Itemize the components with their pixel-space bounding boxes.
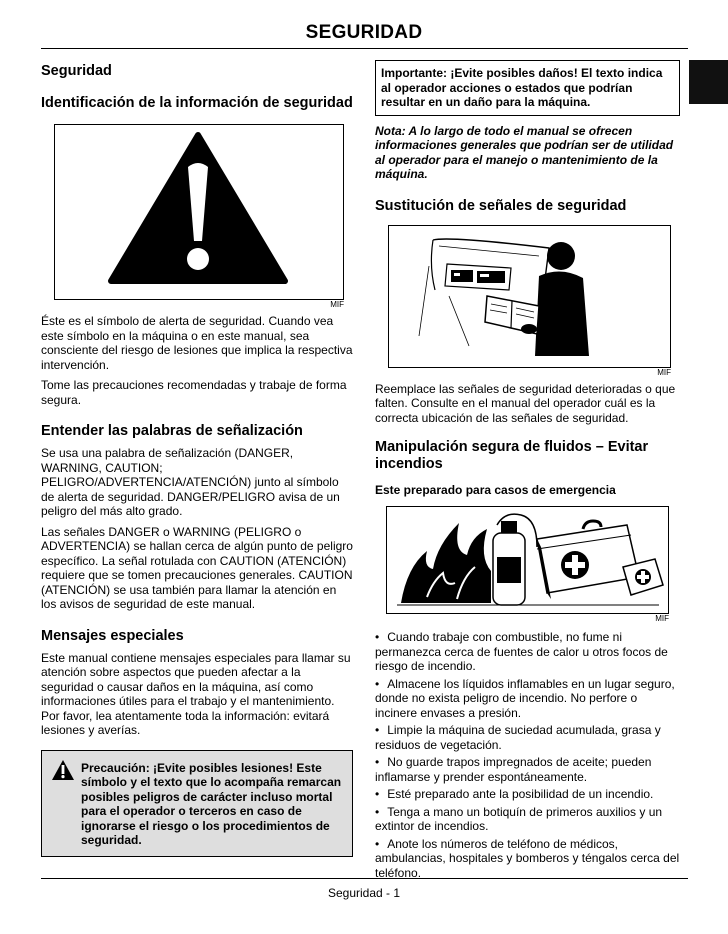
figure-tag-2: MIF bbox=[655, 614, 669, 623]
replacement-heading: Sustitución de señales de seguridad bbox=[375, 197, 627, 214]
bullet-glyph: • bbox=[375, 723, 380, 737]
list-item bbox=[375, 837, 680, 881]
bullet-text: Anote los números de teléfono de médicos, ambulancias, hospitales y bomberos y téngalos cerca del teléfono. bbox=[375, 836, 680, 880]
bullet-glyph: • bbox=[375, 804, 380, 819]
signal-paragraph-2: Las señales DANGER o WARNING (PELIGRO o ADVERTENCIA) se hallan cerca de algún punto de peligro específico. La señal rotulada con CAUTION (ATENCIÓN) requiere que se tomen precauciones generales. CAUTION (ATENCIÓN) se usa también para llamar la atención en los avisos de seguridad de este manual. bbox=[41, 524, 353, 611]
page-title: SEGURIDAD bbox=[305, 22, 423, 43]
bullet-glyph: • bbox=[375, 836, 380, 851]
bullet-text: No guarde trapos impregnados de aceite; pueden inflamarse y prender espontáneamente. bbox=[375, 755, 652, 784]
replacement-paragraph: Reemplace las señales de seguridad deterioradas o que falten. Consulte en el manual del operador cuál es la correcta ubicación de las señales de seguridad. bbox=[375, 381, 676, 425]
identification-heading: Identificación de la información de seguridad bbox=[41, 95, 353, 111]
bullet-glyph: • bbox=[375, 630, 380, 644]
emergency-heading: Este preparado para casos de emergencia bbox=[375, 483, 616, 497]
section-label: Seguridad bbox=[41, 63, 112, 79]
operator-reading-manual-icon bbox=[389, 226, 670, 367]
fluids-heading: Manipulación segura de fluidos – Evitar incendios bbox=[375, 439, 649, 472]
page-footer: Seguridad - 1 bbox=[327, 886, 401, 900]
safety-alert-figure bbox=[54, 124, 344, 300]
emergency-figure bbox=[386, 506, 669, 614]
note-text: Nota: A lo largo de todo el manual se ofrecen informaciones generales que podrían ser de utilidad al operador para el manejo o mantenimiento de la máquina. bbox=[375, 123, 674, 181]
caution-text: Precaución: ¡Evite posibles lesiones! Este símbolo y el texto que lo acompaña remarcan posibles peligros de carácter incluso mortal para el operador o terceros en caso de ignorarse el riesgo o los procedimientos de seguridad. bbox=[81, 760, 342, 847]
header-rule bbox=[41, 48, 688, 49]
safety-alert-triangle-icon bbox=[55, 125, 343, 299]
emergency-bullet-list bbox=[375, 630, 680, 880]
bullet-text: Cuando trabaje con combustible, no fume ni permanezca cerca de fuentes de calor u otros focos de riesgo de incendio. bbox=[375, 630, 668, 673]
bullet-text: Limpie la máquina de suciedad acumulada, grasa y residuos de vegetación. bbox=[375, 723, 661, 752]
list-item bbox=[375, 755, 680, 784]
alert-paragraph-2: Tome las precauciones recomendadas y trabaje de forma segura. bbox=[41, 378, 347, 407]
bullet-glyph: • bbox=[375, 755, 380, 769]
signal-paragraph-1: Se usa una palabra de señalización (DANGER, WARNING, CAUTION; PELIGRO/ADVERTENCIA/ATENCIÓN) junto al símbolo de alerta de seguridad. DANGER/PELIGRO avisa de un peligro del más alto grado. bbox=[41, 446, 340, 518]
bullet-text: Almacene los líquidos inflamables en un lugar seguro, donde no exista peligro de incendio. No perfore o incinere envases a presión. bbox=[375, 676, 675, 720]
list-item bbox=[375, 805, 680, 834]
sign-replacement-figure bbox=[388, 225, 671, 368]
figure-tag-1: MIF bbox=[657, 367, 671, 377]
figure-tag: MIF bbox=[330, 300, 344, 309]
special-messages-paragraph: Este manual contiene mensajes especiales para llamar su atención sobre aspectos que pueden afectar a la seguridad o causar daños en la máquina, así como informaciones útiles para el trabajo y el mantenimiento. Por favor, lea atentamente toda la información: evitará lesiones y averías. bbox=[41, 650, 351, 737]
alert-paragraph-1: Éste es el símbolo de alerta de seguridad. Cuando vea este símbolo en la máquina o en este manual, sea consciente del riesgo de lesiones que implica la respectiva intervención. bbox=[41, 314, 353, 372]
bullet-text: Esté preparado ante la posibilidad de un incendio. bbox=[387, 787, 654, 801]
warning-triangle-icon bbox=[51, 759, 75, 781]
right-column bbox=[375, 60, 680, 883]
signal-words-heading: Entender las palabras de señalización bbox=[41, 423, 303, 439]
bullet-glyph: • bbox=[375, 787, 380, 801]
caution-box bbox=[41, 750, 353, 857]
important-box: Importante: ¡Evite posibles daños! El texto indica al operador acciones o estados que podrían resultar en un daño para la máquina. bbox=[375, 60, 680, 116]
bullet-text: Tenga a mano un botiquín de primeros auxilios y un extintor de incendios. bbox=[375, 804, 663, 833]
list-item bbox=[375, 787, 680, 802]
bullet-glyph: • bbox=[375, 676, 380, 691]
list-item bbox=[375, 677, 680, 721]
footer-rule bbox=[41, 878, 688, 879]
section-tab bbox=[689, 60, 728, 104]
left-column bbox=[41, 60, 353, 857]
special-messages-heading: Mensajes especiales bbox=[41, 627, 184, 644]
list-item bbox=[375, 630, 680, 674]
fire-extinguisher-firstaid-icon bbox=[387, 507, 668, 613]
list-item bbox=[375, 723, 680, 752]
